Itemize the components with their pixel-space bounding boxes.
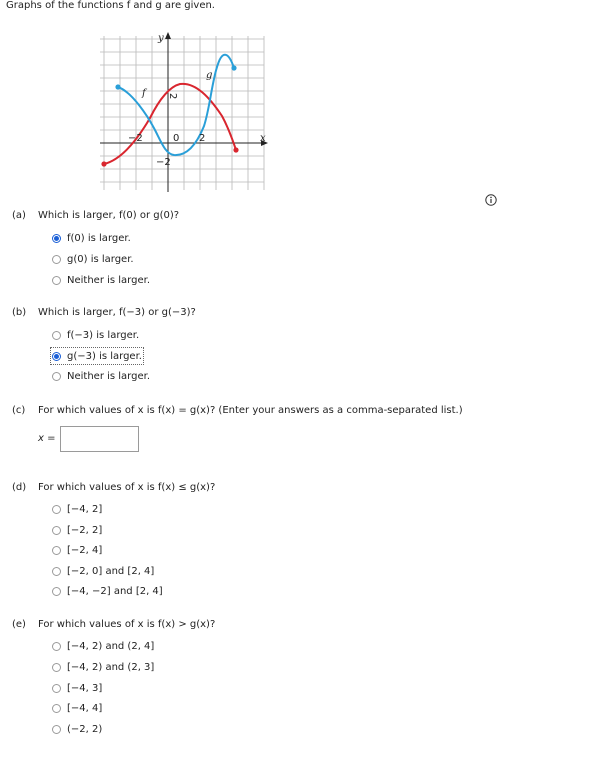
radio-icon[interactable] [52,663,61,672]
option-d-0-label: [−4, 2] [67,503,103,515]
radio-icon[interactable] [52,684,61,693]
option-a-2-label: Neither is larger. [67,274,150,286]
graph-g-endpoint-left [115,84,120,89]
option-e-1[interactable] [52,660,154,674]
option-e-4[interactable] [52,722,102,736]
question-e-prompt: For which values of x is f(x) > g(x)? [38,619,216,630]
graph-label-x: x [260,133,266,144]
option-d-4[interactable] [52,584,163,598]
option-d-2[interactable] [52,543,102,557]
question-e-part: (e) [12,619,26,630]
option-a-1-label: g(0) is larger. [67,253,134,265]
question-a-part: (a) [12,210,26,221]
option-e-1-label: [−4, 2) and (2, 3] [67,661,155,673]
question-b [12,307,196,318]
option-b-2-label: Neither is larger. [67,370,150,382]
function-graph [100,30,268,192]
radio-icon[interactable] [52,587,61,596]
answer-c-input[interactable] [60,426,139,452]
radio-icon[interactable] [52,642,61,651]
option-d-4-label: [−4, −2] and [2, 4] [67,585,163,597]
graph-tick-zero: 0 [173,133,180,144]
option-b-1-label: g(−3) is larger. [67,350,142,362]
graph-label-g: g [206,70,213,81]
option-d-3-label: [−2, 0] and [2, 4] [67,565,155,577]
option-d-1[interactable] [52,523,102,537]
question-a-prompt: Which is larger, f(0) or g(0)? [38,210,180,221]
option-e-3[interactable] [52,701,102,715]
option-e-0-label: [−4, 2) and (2, 4] [67,640,155,652]
option-b-0-label: f(−3) is larger. [67,329,140,341]
question-c-part: (c) [12,405,26,416]
radio-icon[interactable] [52,372,61,381]
question-b-prompt: Which is larger, f(−3) or g(−3)? [38,307,196,318]
option-a-0[interactable] [52,231,131,245]
y-axis [165,32,171,192]
radio-icon[interactable] [52,526,61,535]
graph-label-f: f [142,88,146,99]
graph-f-endpoint-left [101,161,106,166]
question-c [12,405,463,416]
option-e-4-label: (−2, 2) [67,723,103,735]
option-d-2-label: [−2, 4] [67,544,103,556]
radio-icon[interactable] [52,505,61,514]
option-b-2[interactable] [52,369,150,383]
option-a-2[interactable] [52,273,150,287]
question-c-prompt: For which values of x is f(x) = g(x)? (Enter your answers as a comma-separated list.) [38,405,463,416]
option-d-0[interactable] [52,502,102,516]
graph-g-endpoint-right [231,65,236,70]
graph-f-endpoint-right [233,147,238,152]
question-a [12,210,179,221]
option-a-1[interactable] [52,252,134,266]
option-e-0[interactable] [52,639,154,653]
option-e-3-label: [−4, 4] [67,702,103,714]
radio-icon[interactable] [52,546,61,555]
option-d-3[interactable] [52,564,154,578]
question-d-prompt: For which values of x is f(x) ≤ g(x)? [38,482,216,493]
option-a-0-label: f(0) is larger. [67,232,131,244]
radio-icon[interactable] [52,567,61,576]
graph-tick-pos2x: 2 [199,133,206,144]
radio-icon[interactable] [52,725,61,734]
question-e [12,619,215,630]
question-d [12,482,215,493]
question-d-part: (d) [12,482,27,493]
radio-checked-icon[interactable] [52,234,61,243]
option-b-0[interactable] [52,328,139,342]
radio-icon[interactable] [52,331,61,340]
option-d-1-label: [−2, 2] [67,524,103,536]
graph-tick-neg2x: −2 [128,133,143,144]
radio-icon[interactable] [52,255,61,264]
graph-label-y: y [158,33,164,44]
radio-checked-icon[interactable] [52,352,61,361]
intro-text: Graphs of the functions f and g are given. [6,0,215,11]
graph-tick-pos2y: 2 [167,93,178,100]
graph-tick-neg2y: −2 [156,157,171,168]
radio-icon[interactable] [52,704,61,713]
radio-icon[interactable] [52,276,61,285]
option-b-1[interactable] [52,349,142,363]
answer-c-label: x = [38,433,56,444]
option-e-2-label: [−4, 3] [67,682,103,694]
question-b-part: (b) [12,307,27,318]
graph-grid [100,36,264,190]
info-icon[interactable] [485,194,497,206]
option-e-2[interactable] [52,681,102,695]
